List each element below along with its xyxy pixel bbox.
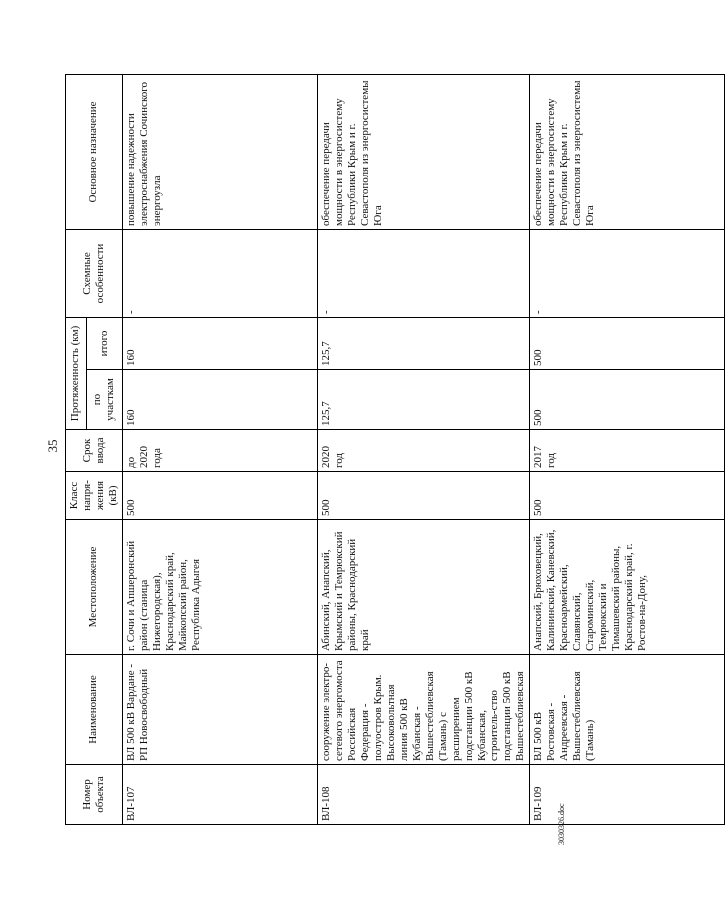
cell-name: ВЛ 500 кВ Вардане - РП Новосвободный: [122, 655, 317, 765]
cell-num: ВЛ-109: [530, 765, 725, 825]
cell-purpose: повышение надежности электроснабжения Сочинского энергоузла: [122, 75, 317, 230]
header-length-sections: по участкам: [86, 370, 122, 430]
cell-features: -: [122, 230, 317, 318]
cell-name: ВЛ 500 кВ Ростовская - Андреевская - Вышестеблиевская (Тамань): [530, 655, 725, 765]
table-row: [317, 75, 530, 825]
cell-length-sections: 160: [122, 370, 317, 430]
header-location: Местоположение: [66, 520, 123, 655]
header-length-total: итого: [86, 318, 122, 370]
cell-voltage: 500: [317, 472, 530, 520]
header-purpose: Основное назначение: [66, 75, 123, 230]
cell-length-sections: 125,7: [317, 370, 530, 430]
power-lines-table: [65, 74, 725, 825]
header-length-group: Протяженность (км): [66, 318, 87, 430]
table-row: [530, 75, 725, 825]
header-name: Наименование: [66, 655, 123, 765]
cell-length-sections: 500: [530, 370, 725, 430]
header-voltage: Класс напря-жения (кВ): [66, 472, 123, 520]
page-number: 35: [45, 439, 60, 453]
cell-term: 2017 год: [530, 430, 725, 472]
table-row: [122, 75, 317, 825]
cell-term: до 2020 года: [122, 430, 317, 472]
file-mark: 3030326.doc: [557, 803, 566, 845]
cell-voltage: 500: [122, 472, 317, 520]
cell-length-total: 500: [530, 318, 725, 370]
cell-voltage: 500: [530, 472, 725, 520]
cell-location: Абинский, Анапский, Крымский и Темрюкский районы, Краснодарский край: [317, 520, 530, 655]
rotated-table-wrapper: [65, 75, 649, 825]
cell-location: Анапский, Брюховецкий, Калининский, Каневский, Красноармейский, Славянский, Староминский, Темрюкский и Тимашевский районы, Краснодарский край, г. Ростов-на-Дону,: [530, 520, 725, 655]
cell-length-total: 160: [122, 318, 317, 370]
cell-purpose: обеспечение передачи мощности в энергосистему Республики Крым и г. Севастополя из энергосистемы Юга: [530, 75, 725, 230]
cell-features: -: [317, 230, 530, 318]
cell-name: сооружение электро-сетевого энергомоста Российская Федерация - полуостров Крым. Высоковольтная линия 500 кВ Кубанская - Вышестеблиевская (Тамань) с расширением подстанции 500 кВ Кубанская, строитель-ство подстанции 500 кВ Вышестеблиевская: [317, 655, 530, 765]
header-term: Срок ввода: [66, 430, 123, 472]
header-num: Номер объекта: [66, 765, 123, 825]
cell-term: 2020 год: [317, 430, 530, 472]
cell-num: ВЛ-107: [122, 765, 317, 825]
cell-purpose: обеспечение передачи мощности в энергосистему Республики Крым и г. Севастополя из энергосистемы Юга: [317, 75, 530, 230]
cell-length-total: 125,7: [317, 318, 530, 370]
cell-features: -: [530, 230, 725, 318]
cell-num: ВЛ-108: [317, 765, 530, 825]
table-header-row: [66, 75, 87, 825]
cell-location: г. Сочи и Апшеронский район (станица Нижегородская), Краснодарский край, Майкопский район, Республика Адыгея: [122, 520, 317, 655]
header-features: Схемные особенности: [66, 230, 123, 318]
